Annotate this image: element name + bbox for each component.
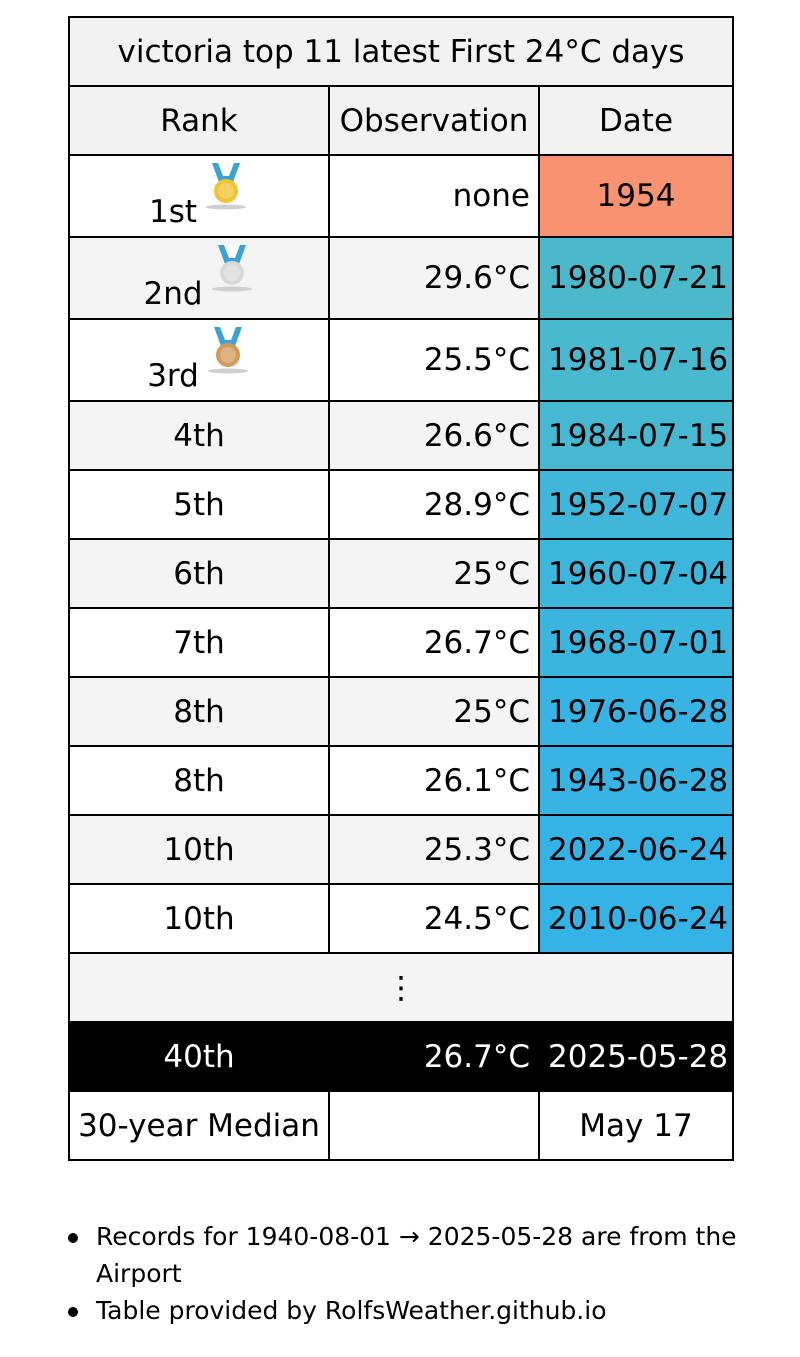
rank-label: 10th xyxy=(163,831,235,868)
table-row xyxy=(69,401,733,470)
table-row xyxy=(69,155,733,237)
rank-cell xyxy=(69,746,329,815)
date-cell: 2010-06-24 xyxy=(539,884,733,953)
observation-cell: 25°C xyxy=(329,539,539,608)
header-observation: Observation xyxy=(329,86,539,155)
bullet-icon xyxy=(68,1233,78,1243)
gold-medal-icon xyxy=(203,160,249,212)
rank-label: 10th xyxy=(163,900,235,937)
observation-cell: 25°C xyxy=(329,677,539,746)
date-cell: 1984-07-15 xyxy=(539,401,733,470)
rank-label: 7th xyxy=(173,624,225,661)
table-row xyxy=(69,237,733,319)
median-date-cell: May 17 xyxy=(539,1091,733,1160)
date-cell: 1952-07-07 xyxy=(539,470,733,539)
observation-cell: 25.5°C xyxy=(329,319,539,401)
rank-cell xyxy=(69,677,329,746)
date-cell: 1980-07-21 xyxy=(539,237,733,319)
median-observation-cell xyxy=(329,1091,539,1160)
rank-cell xyxy=(69,319,329,401)
date-cell: 1981-07-16 xyxy=(539,319,733,401)
median-row xyxy=(69,1091,733,1160)
silver-medal-icon xyxy=(209,242,255,294)
rank-label: 5th xyxy=(173,486,225,523)
table-row xyxy=(69,319,733,401)
rank-cell xyxy=(69,470,329,539)
rank-cell xyxy=(69,401,329,470)
rank-cell xyxy=(69,884,329,953)
table-row xyxy=(69,608,733,677)
note-item xyxy=(96,1218,776,1292)
current-rank-cell: 40th xyxy=(69,1022,329,1091)
table-row xyxy=(69,677,733,746)
rank-label: 4th xyxy=(173,417,225,454)
observation-cell: 24.5°C xyxy=(329,884,539,953)
observation-cell: 28.9°C xyxy=(329,470,539,539)
records-table-container xyxy=(68,16,732,1161)
date-cell: 1943-06-28 xyxy=(539,746,733,815)
table-header-row xyxy=(69,86,733,155)
note-item xyxy=(96,1292,776,1329)
date-cell: 1954 xyxy=(539,155,733,237)
table-row xyxy=(69,470,733,539)
current-date-cell: 2025-05-28 xyxy=(539,1022,733,1091)
rank-label: 3rd xyxy=(147,358,199,394)
observation-cell: 25.3°C xyxy=(329,815,539,884)
table-row xyxy=(69,815,733,884)
header-date: Date xyxy=(539,86,733,155)
table-title: victoria top 11 latest First 24°C days xyxy=(69,17,733,86)
medal-wrapper xyxy=(205,324,251,376)
notes-list xyxy=(68,1218,776,1329)
note-text: Records for 1940-08-01 → 2025-05-28 are from the Airport xyxy=(96,1222,737,1288)
rank-cell xyxy=(69,539,329,608)
date-cell: 1960-07-04 xyxy=(539,539,733,608)
observation-cell: 26.7°C xyxy=(329,608,539,677)
observation-cell: 26.6°C xyxy=(329,401,539,470)
table-row xyxy=(69,746,733,815)
observation-cell: 26.1°C xyxy=(329,746,539,815)
rank-label: 1st xyxy=(148,194,198,230)
date-cell: 1976-06-28 xyxy=(539,677,733,746)
table-row xyxy=(69,539,733,608)
rank-cell xyxy=(69,237,329,319)
rank-cell xyxy=(69,155,329,237)
rank-label: 8th xyxy=(173,693,225,730)
observation-cell: 29.6°C xyxy=(329,237,539,319)
median-label-cell: 30-year Median xyxy=(69,1091,329,1160)
table-title-row xyxy=(69,17,733,86)
medal-wrapper xyxy=(203,160,249,212)
header-rank: Rank xyxy=(69,86,329,155)
table-row xyxy=(69,884,733,953)
date-cell: 1968-07-01 xyxy=(539,608,733,677)
date-cell: 2022-06-24 xyxy=(539,815,733,884)
observation-cell: none xyxy=(329,155,539,237)
records-table xyxy=(68,16,734,1161)
rank-cell xyxy=(69,608,329,677)
current-year-row xyxy=(69,1022,733,1091)
current-observation-cell: 26.7°C xyxy=(329,1022,539,1091)
rank-label: 6th xyxy=(173,555,225,592)
rank-label: 8th xyxy=(173,762,225,799)
rank-label: 2nd xyxy=(143,276,203,312)
note-text: Table provided by RolfsWeather.github.io xyxy=(96,1296,607,1325)
ellipsis-icon: ⋮ xyxy=(69,953,733,1022)
medal-wrapper xyxy=(209,242,255,294)
rank-cell xyxy=(69,815,329,884)
ellipsis-row xyxy=(69,953,733,1022)
bronze-medal-icon xyxy=(205,324,251,376)
bullet-icon xyxy=(68,1307,78,1317)
